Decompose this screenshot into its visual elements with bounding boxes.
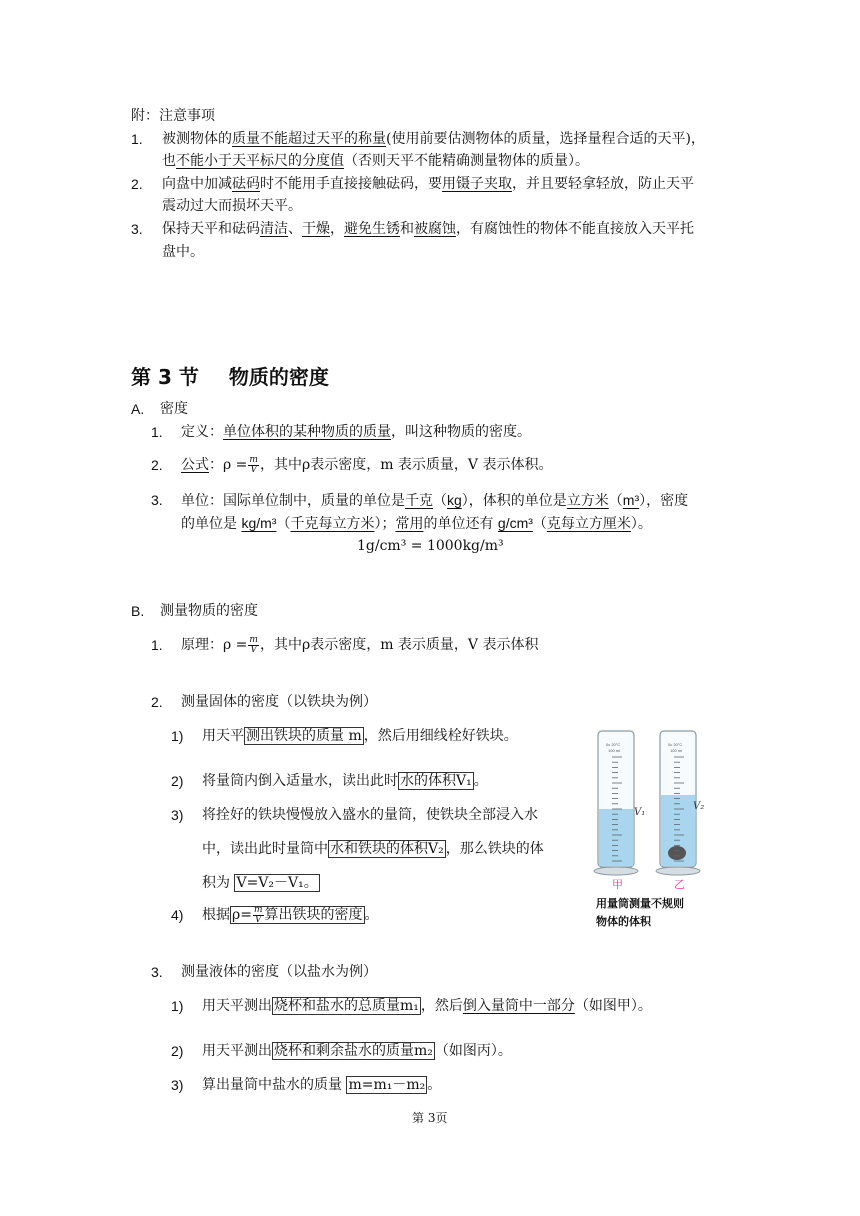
notes-item2-number: 2. [131,176,143,192]
partB-title: 测量物质的密度 [160,603,258,619]
partA-units-line1: 单位：国际单位制中，质量的单位是千克（kg），体积的单位是立方米（m³），密度 [181,492,689,509]
partA-definition: 定义：单位体积的某种物质的质量，叫这种物质的密度。 [181,424,531,440]
liquid-step2-number: 2) [171,1043,184,1059]
partA-item3-number: 3. [151,492,163,508]
notes-item2-line2: 震动过大而损坏天平。 [162,198,302,214]
cylinder-left-temp: 0c 20°C [606,742,621,747]
page-number: 第 3页 [412,1111,448,1125]
partB-item2-number: 2. [151,694,163,710]
liquid-step1: 用天平测出 烧杯和盐水的总质量m₁ ，然后倒入量筒中一部分（如图甲）。 [202,998,652,1014]
solid-step3-line2: 中，读出此时量筒中 水和铁块的体积V₂ ，那么铁块的体 [202,841,544,857]
section-heading [131,364,329,390]
liquid-step2: 用天平测出 烧杯和剩余盐水的质量m₂ （如图丙）。 [202,1043,512,1059]
cylinder-right-caption: 乙 [674,878,685,891]
partB-item1-number: 1. [151,637,163,653]
notes-item1-number: 1. [131,131,143,147]
cylinder-right-volume-label: V₂ [693,801,705,812]
partA-units-line2: 的单位是 kg/m³（千克每立方米）；常用的单位还有 g/cm³（克每立方厘米）。 [181,515,652,532]
notes-item1-line1: 被测物体的质量不能超过天平的称量(使用前要估测物体的质量，选择量程合适的天平)， [162,131,705,147]
solid-step3-number: 3) [171,807,184,823]
partA-item1-number: 1. [151,424,163,440]
figure-caption-line1: 用量筒测量不规则 [596,897,684,910]
solid-step2-number: 2) [171,773,184,789]
solid-step4: 根据 ρ= $\frac{m}{V}$ 算出铁块的密度 。 [202,904,379,925]
cylinder-left-caption: 甲 [612,878,623,891]
unit-conversion: 1g/cm³ = 1000kg/m³ [357,538,504,554]
cylinder-right-temp: 0c 20°C [668,742,683,747]
solid-step4-number: 4) [171,907,184,923]
cylinder-left-volume-label: V₁ [634,807,646,818]
solid-step1-number: 1) [171,728,184,744]
partB-principle: 原理：ρ = $\frac{m}{V}$ ，其中ρ表示密度，m 表示质量，V 表示体积 [181,634,539,655]
partA-formula: 公式：ρ = $\frac{m}{V}$ ，其中ρ表示密度，m 表示质量，V 表示体积。 [181,454,553,475]
notes-item1-line2: 也不能小于天平标尺的分度值（否则天平不能精确测量物体的质量）。 [162,153,589,169]
liquid-step1-number: 1) [171,998,184,1014]
liquid-step3: 算出量筒中盐水的质量 m=m₁－m₂ 。 [202,1077,442,1093]
solid-density-title: 测量固体的密度（以铁块为例） [181,694,377,710]
notes-item3-line2: 盘中。 [162,244,204,260]
notes-title: 附：注意事项 [131,108,215,124]
liquid-step3-number: 3) [171,1077,184,1093]
iron-block [668,846,686,860]
partA-label: A. [131,401,145,417]
notes-item2-line1: 向盘中加减砝码时不能用手直接接触砝码，要用镊子夹取，并且要轻拿轻放，防止天平 [162,176,694,192]
cylinders-drawing [588,725,726,895]
partA-item2-number: 2. [151,457,163,473]
partA-title: 密度 [160,401,188,417]
partB-item3-number: 3. [151,964,163,980]
solid-step3-line1: 将拴好的铁块慢慢放入盛水的量筒，使铁块全部浸入水 [202,807,538,823]
cylinder-right-capacity: 100 ml [670,748,683,753]
liquid-density-title: 测量液体的密度（以盐水为例） [181,964,377,980]
section-number: 第 3 节 [131,365,199,389]
water-left [599,809,633,866]
solid-step3-line3: 积为 V=V₂－V₁。 [202,875,318,891]
density-fraction: $\frac{m}{V}$ [249,454,258,475]
figure-caption-line2: 物体的体积 [596,915,651,928]
notes-item3-number: 3. [131,221,143,237]
notes-item3-line1: 保持天平和砝码清洁、干燥，避免生锈和被腐蚀，有腐蚀性的物体不能直接放入天平托 [162,221,694,237]
solid-step2: 将量筒内倒入适量水，读出此时 水的体积V₁ 。 [202,773,488,789]
solid-step1: 用天平 测出铁块的质量 m ，然后用细线栓好铁块。 [202,728,518,744]
section-title: 物质的密度 [228,365,329,389]
cylinder-left-capacity: 100 ml [608,748,621,753]
partB-label: B. [131,603,145,619]
cylinder-figure [588,725,726,895]
